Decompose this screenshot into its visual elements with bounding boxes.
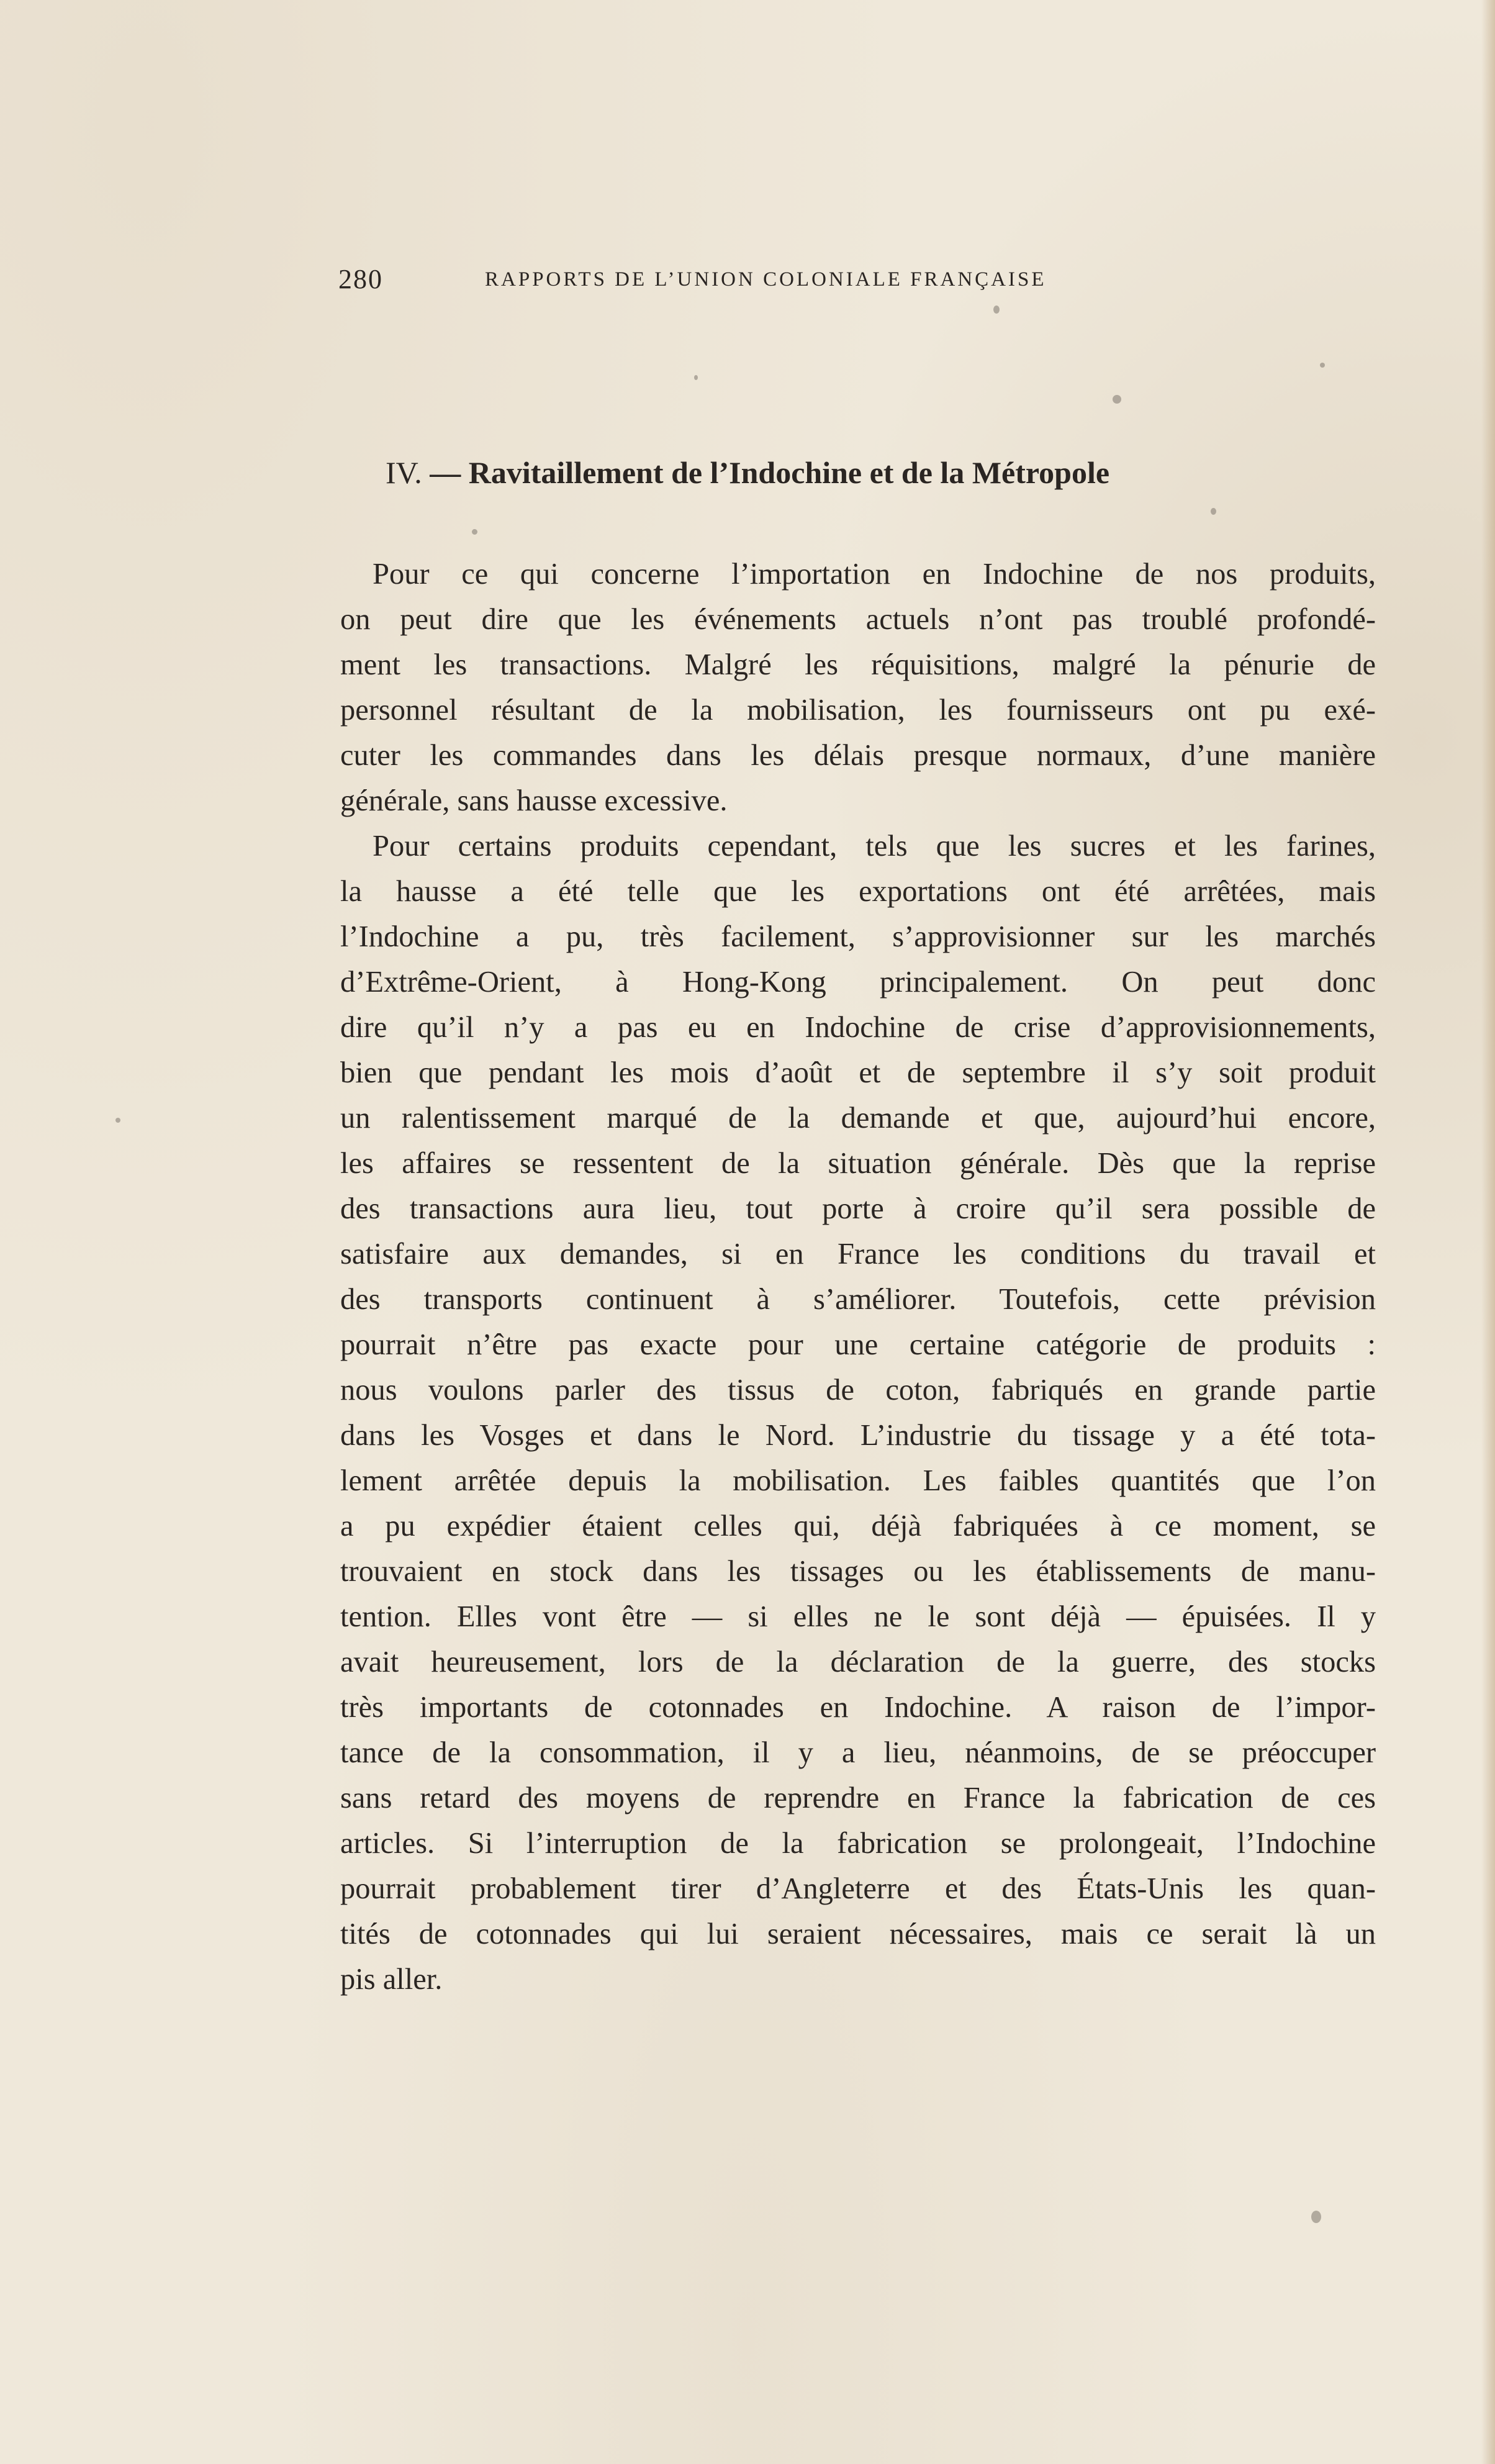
text-line: des transports continuent à s’améliorer. Toutefois, cette prévision [340, 1283, 1376, 1316]
text-line: satisfaire aux demandes, si en France les conditions du travail et [340, 1238, 1376, 1270]
text-line: personnel résultant de la mobilisation, les fournisseurs ont pu exé- [340, 694, 1376, 727]
text-line: avait heureusement, lors de la déclaration de la guerre, des stocks [340, 1646, 1376, 1678]
text-line: dire qu’il n’y a pas eu en Indochine de crise d’approvisionnements, [340, 1011, 1376, 1044]
text-line: les affaires se ressentent de la situation générale. Dès que la reprise [340, 1147, 1376, 1180]
text-line: pis aller. [340, 1963, 443, 1996]
scan-speck [1311, 2211, 1321, 2223]
text-line: pourrait probablement tirer d’Angleterre et des États-Unis les quan- [340, 1872, 1376, 1905]
body-text [340, 551, 1376, 2002]
text-line: des transactions aura lieu, tout porte à croire qu’il sera possible de [340, 1192, 1376, 1225]
text-line: lement arrêtée depuis la mobilisation. Les faibles quantités que l’on [340, 1464, 1376, 1497]
text-line: la hausse a été telle que les exportations ont été arrêtées, mais [340, 875, 1376, 908]
text-line: très importants de cotonnades en Indochine. A raison de l’impor- [340, 1691, 1376, 1724]
section-heading [0, 455, 1495, 491]
scan-speck [993, 306, 1000, 314]
text-line: nous voulons parler des tissus de coton, fabriqués en grande partie [340, 1374, 1376, 1406]
paragraph-2 [340, 823, 1376, 2002]
text-line: tance de la consommation, il y a lieu, néanmoins, de se préoccuper [340, 1736, 1376, 1769]
page-number: 280 [338, 264, 383, 294]
running-title: RAPPORTS DE L’UNION COLONIALE FRANÇAISE [485, 268, 1047, 291]
text-line: a pu expédier étaient celles qui, déjà fabriquées à ce moment, se [340, 1510, 1376, 1542]
text-line: bien que pendant les mois d’août et de septembre il s’y soit produit [340, 1056, 1376, 1089]
text-line: Pour certains produits cependant, tels que les sucres et les farines, [373, 830, 1376, 863]
paragraph-1 [340, 551, 1376, 823]
text-line: on peut dire que les événements actuels n’ont pas troublé profondé- [340, 603, 1376, 636]
scan-speck [1113, 395, 1121, 404]
text-line: tités de cotonnades qui lui seraient nécessaires, mais ce serait là un [340, 1918, 1376, 1950]
text-line: Pour ce qui concerne l’importation en Indochine de nos produits, [373, 558, 1376, 591]
text-line: générale, sans hausse excessive. [340, 784, 728, 817]
scan-speck [1211, 508, 1216, 515]
text-line: pourrait n’être pas exacte pour une certaine catégorie de produits : [340, 1328, 1376, 1361]
running-header [338, 263, 1270, 301]
text-line: articles. Si l’interruption de la fabrication se prolongeait, l’Indochine [340, 1827, 1376, 1860]
section-title: Ravitaillement de l’Indochine et de la Métropole [468, 455, 1110, 490]
text-line: dans les Vosges et dans le Nord. L’industrie du tissage y a été tota- [340, 1419, 1376, 1452]
text-line: cuter les commandes dans les délais presque normaux, d’une manière [340, 739, 1376, 772]
text-line: tention. Elles vont être — si elles ne le sont déjà — épuisées. Il y [340, 1600, 1376, 1633]
section-numeral: IV. [385, 455, 422, 490]
scan-speck [115, 1118, 120, 1123]
text-line: ment les transactions. Malgré les réquisitions, malgré la pénurie de [340, 648, 1376, 681]
section-dash: — [430, 455, 461, 490]
text-line: d’Extrême-Orient, à Hong-Kong principalement. On peut donc [340, 966, 1376, 999]
scan-speck [1320, 363, 1325, 368]
text-line: sans retard des moyens de reprendre en France la fabrication de ces [340, 1782, 1376, 1814]
text-line: trouvaient en stock dans les tissages ou les établissements de manu- [340, 1555, 1376, 1588]
page-edge-shadow [1481, 0, 1495, 2464]
scan-speck [472, 529, 477, 535]
scan-speck [694, 375, 698, 380]
text-line: un ralentissement marqué de la demande et que, aujourd’hui encore, [340, 1102, 1376, 1135]
text-line: l’Indochine a pu, très facilement, s’approvisionner sur les marchés [340, 920, 1376, 953]
